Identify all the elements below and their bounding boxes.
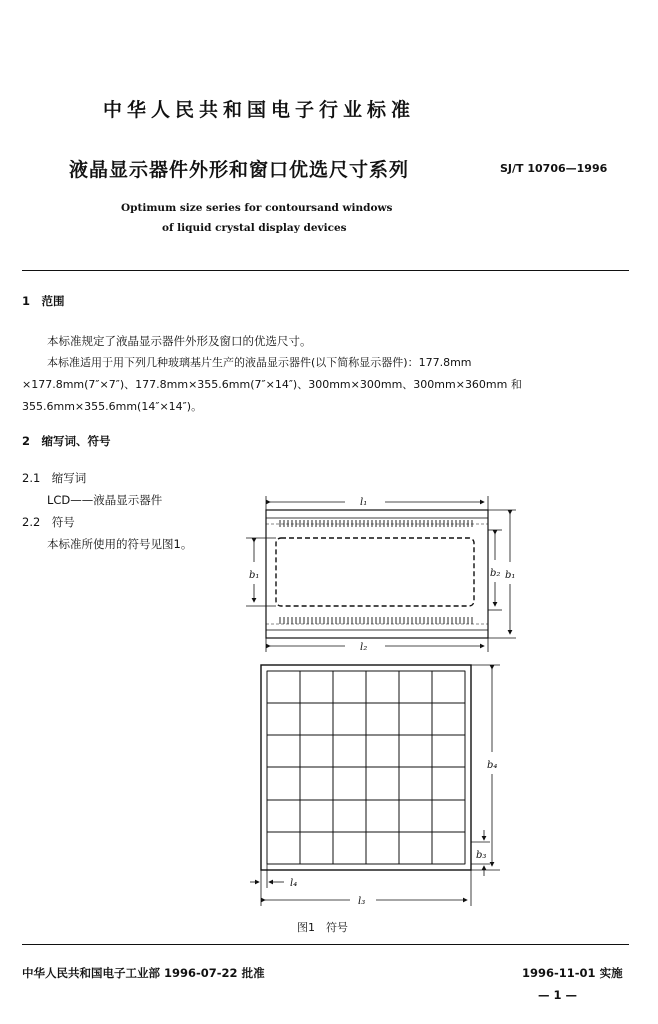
page-number: — 1 — xyxy=(538,988,578,1002)
section-1-paragraph-2-line1: 本标准适用于用下列几种玻璃基片生产的液晶显示器件(以下简称显示器件)：177.8mm xyxy=(47,356,472,369)
glass-substrate-outline xyxy=(266,510,488,638)
section-1-paragraph-1: 本标准规定了液晶显示器件外形及窗口的优选尺寸。 xyxy=(47,334,312,348)
section-1-paragraph-2-line3: 355.6mm×355.6mm(14″×14″)。 xyxy=(22,400,203,413)
substrate-cell-grid xyxy=(267,671,465,864)
top-electrode-pins xyxy=(280,520,472,527)
footer-issued: 中华人民共和国电子工业部 1996-07-22 批准 xyxy=(22,966,265,980)
label-l1: l₁ xyxy=(360,497,368,508)
label-b4: b₄ xyxy=(487,760,498,771)
display-window-outline xyxy=(276,538,474,606)
label-b2: b₂ xyxy=(490,568,501,579)
document-title-en-line1: Optimum size series for contoursand windows xyxy=(121,202,393,214)
label-b3: b₃ xyxy=(476,850,487,861)
dimension-l1 xyxy=(266,496,488,510)
section-2-1-heading: 2.1 缩写词 xyxy=(22,471,87,485)
section-1-heading: 1 范围 xyxy=(22,294,65,308)
figure-1-diagram xyxy=(240,490,530,910)
label-l3: l₃ xyxy=(358,896,366,907)
label-l2: l₂ xyxy=(360,642,368,653)
dimension-l4 xyxy=(250,864,284,888)
footer-divider xyxy=(22,944,629,945)
section-2-2-heading: 2.2 符号 xyxy=(22,515,75,529)
header-divider xyxy=(22,270,629,271)
section-2-heading: 2 缩写词、符号 xyxy=(22,434,111,448)
label-b1-right: b₁ xyxy=(505,570,516,581)
standard-code: SJ/T 10706—1996 xyxy=(500,162,608,175)
document-title-cn: 液晶显示器件外形和窗口优选尺寸系列 xyxy=(69,159,410,181)
label-b1-left: b₁ xyxy=(249,570,260,581)
section-2-1-item-lcd: LCD——液晶显示器件 xyxy=(47,493,163,507)
section-1-paragraph-2-line2: ×177.8mm(7″×7″)、177.8mm×355.6mm(7″×14″)、300mm×300mm、300mm×360mm 和 xyxy=(22,378,522,391)
org-standard-title: 中华人民共和国电子行业标准 xyxy=(103,99,416,121)
bottom-electrode-pins xyxy=(280,617,472,624)
upper-glass-outline xyxy=(266,518,488,630)
label-l4: l₄ xyxy=(290,878,298,889)
display-outline-diagram xyxy=(266,510,488,638)
dimension-l2 xyxy=(266,638,488,652)
section-2-2-text: 本标准所使用的符号见图1。 xyxy=(47,537,193,551)
figure-1-caption: 图1 符号 xyxy=(297,921,348,934)
footer-effective: 1996-11-01 实施 xyxy=(522,966,623,980)
document-title-en-line2: of liquid crystal display devices xyxy=(162,222,347,234)
